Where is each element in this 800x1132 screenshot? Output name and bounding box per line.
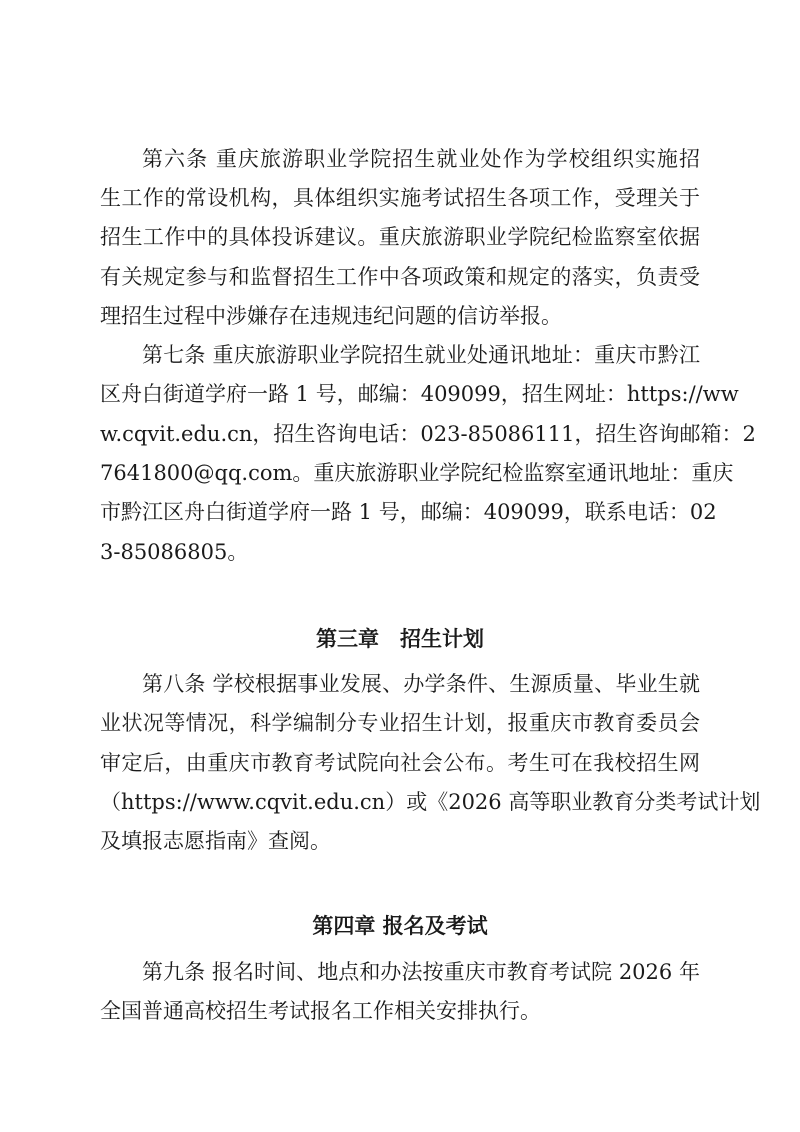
- paragraph-line: 生工作的常设机构，具体组织实施考试招生各项工作，受理关于: [100, 186, 700, 210]
- paragraph-line: （https://www.cqvit.edu.cn）或《2026 高等职业教育分类考试计划: [100, 790, 761, 814]
- paragraph-line: 区舟白街道学府一路 1 号，邮编：409099，招生网址：https://ww: [100, 382, 739, 406]
- paragraph-line: 3-85086805。: [100, 540, 249, 564]
- chapter-3-heading: 第三章 招生计划: [316, 627, 484, 651]
- paragraph-line: 第七条 重庆旅游职业学院招生就业处通讯地址：重庆市黔江: [142, 343, 700, 367]
- paragraph-line: 审定后，由重庆市教育考试院向社会公布。考生可在我校招生网: [100, 751, 700, 775]
- paragraph-line: 市黔江区舟白街道学府一路 1 号，邮编：409099，联系电话：02: [100, 500, 717, 524]
- paragraph-line: 业状况等情况，科学编制分专业招生计划，报重庆市教育委员会: [100, 711, 700, 735]
- paragraph-line: 招生工作中的具体投诉建议。重庆旅游职业学院纪检监察室依据: [100, 225, 700, 249]
- paragraph-line: 7641800@qq.com。重庆旅游职业学院纪检监察室通讯地址：重庆: [100, 461, 734, 485]
- paragraph-line: w.cqvit.edu.cn，招生咨询电话：023-85086111，招生咨询邮箱：2: [100, 422, 756, 446]
- paragraph-line: 理招生过程中涉嫌存在违规违纪问题的信访举报。: [100, 304, 562, 328]
- paragraph-line: 全国普通高校招生考试报名工作相关安排执行。: [100, 999, 541, 1023]
- paragraph-line: 及填报志愿指南》查阅。: [100, 829, 331, 853]
- paragraph-line: 第八条 学校根据事业发展、办学条件、生源质量、毕业生就: [142, 672, 700, 696]
- paragraph-line: 有关规定参与和监督招生工作中各项政策和规定的落实，负责受: [100, 265, 700, 289]
- chapter-4-heading: 第四章 报名及考试: [312, 914, 488, 938]
- paragraph-line: 第六条 重庆旅游职业学院招生就业处作为学校组织实施招: [142, 147, 700, 171]
- paragraph-line: 第九条 报名时间、地点和办法按重庆市教育考试院 2026 年: [142, 960, 700, 984]
